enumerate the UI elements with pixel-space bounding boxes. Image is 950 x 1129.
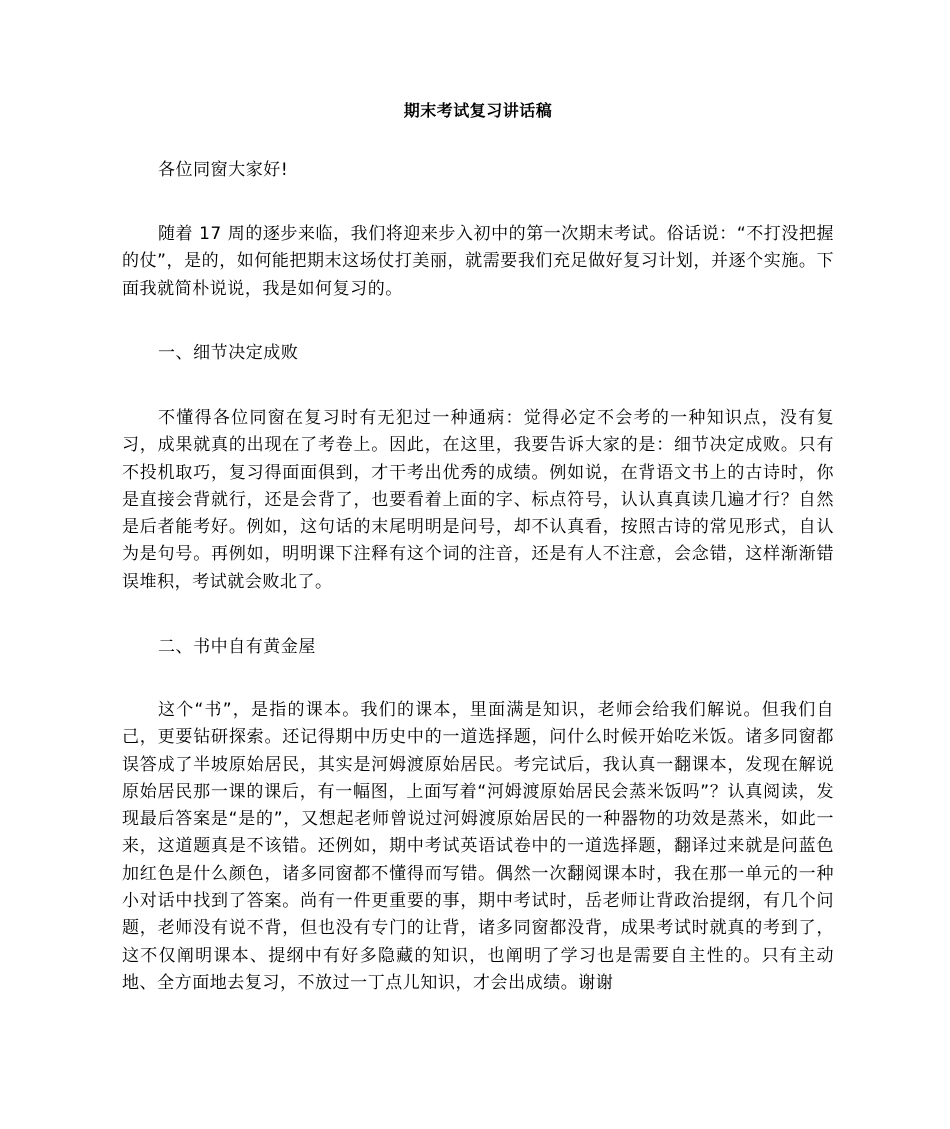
section-body-books: 这个“书”，是指的课本。我们的课本，里面满是知识，老师会给我们解说。但我们自己，更要钻研探索。还记得期中历史中的一道选择题，问什么时候开始吃米饭。诸多同窗都误答成了半坡原始居民，其实是河姆渡原始居民。考完试后，我认真一翻课本，发现在解说原始居民那一课的课后，有一幅图，上面写着“河姆渡原始居民会蒸米饭吗”？认真阅读，发现最后答案是“是的”，又想起老师曾说过河姆渡原始居民的一种器物的功效是蒸米，如此一来，这道题真是不该错。还例如，期中考试英语试卷中的一道选择题，翻译过来就是问蓝色加红色是什么颜色，诸多同窗都不懂得而写错。偶然一次翻阅课本时，我在那一单元的一种小对话中找到了答案。尚有一件更重要的事，期中考试时，岳老师让背政治提纲，有几个问题，老师没有说不背，但也没有专门的让背，诸多同窗都没背，成果考试时就真的考到了，这不仅阐明课本、提纲中有好多隐藏的知识，也阐明了学习也是需要自主性的。只有主动地、全方面地去复习，不放过一丁点儿知识，才会出成绩。谢谢 — [122, 700, 834, 993]
section-body-details: 不懂得各位同窗在复习时有无犯过一种通病：觉得必定不会考的一种知识点，没有复习，成果就真的出现在了考卷上。因此，在这里，我要告诉大家的是：细节决定成败。只有不投机取巧，复习得面面俱到，才干考出优秀的成绩。例如说，在背语文书上的古诗时，你是直接会背就行，还是会背了，也要看着上面的字、标点符号，认认真真读几遍才行？自然是后者能考好。例如，这句话的末尾明明是问号，却不认真看，按照古诗的常见形式，自认为是句号。再例如，明明课下注释有这个词的注音，还是有人不注意，会念错，这样渐渐错误堆积，考试就会败北了。 — [122, 408, 834, 592]
section-heading-books: 二、书中自有黄金屋 — [158, 637, 316, 657]
section-heading-details: 一、细节决定成败 — [158, 343, 299, 363]
intro-paragraph: 随着 17 周的逐步来临，我们将迎来步入初中的第一次期末考试。俗话说：“不打没把握的仗”，是的，如何能把期末这场仗打美丽，就需要我们充足做好复习计划，并逐个实施。下面我就简朴说说，我是如何复习的。 — [122, 224, 834, 299]
document-title: 期末考试复习讲话稿 — [403, 101, 553, 120]
greeting-paragraph: 各位同窗大家好! — [158, 160, 289, 180]
